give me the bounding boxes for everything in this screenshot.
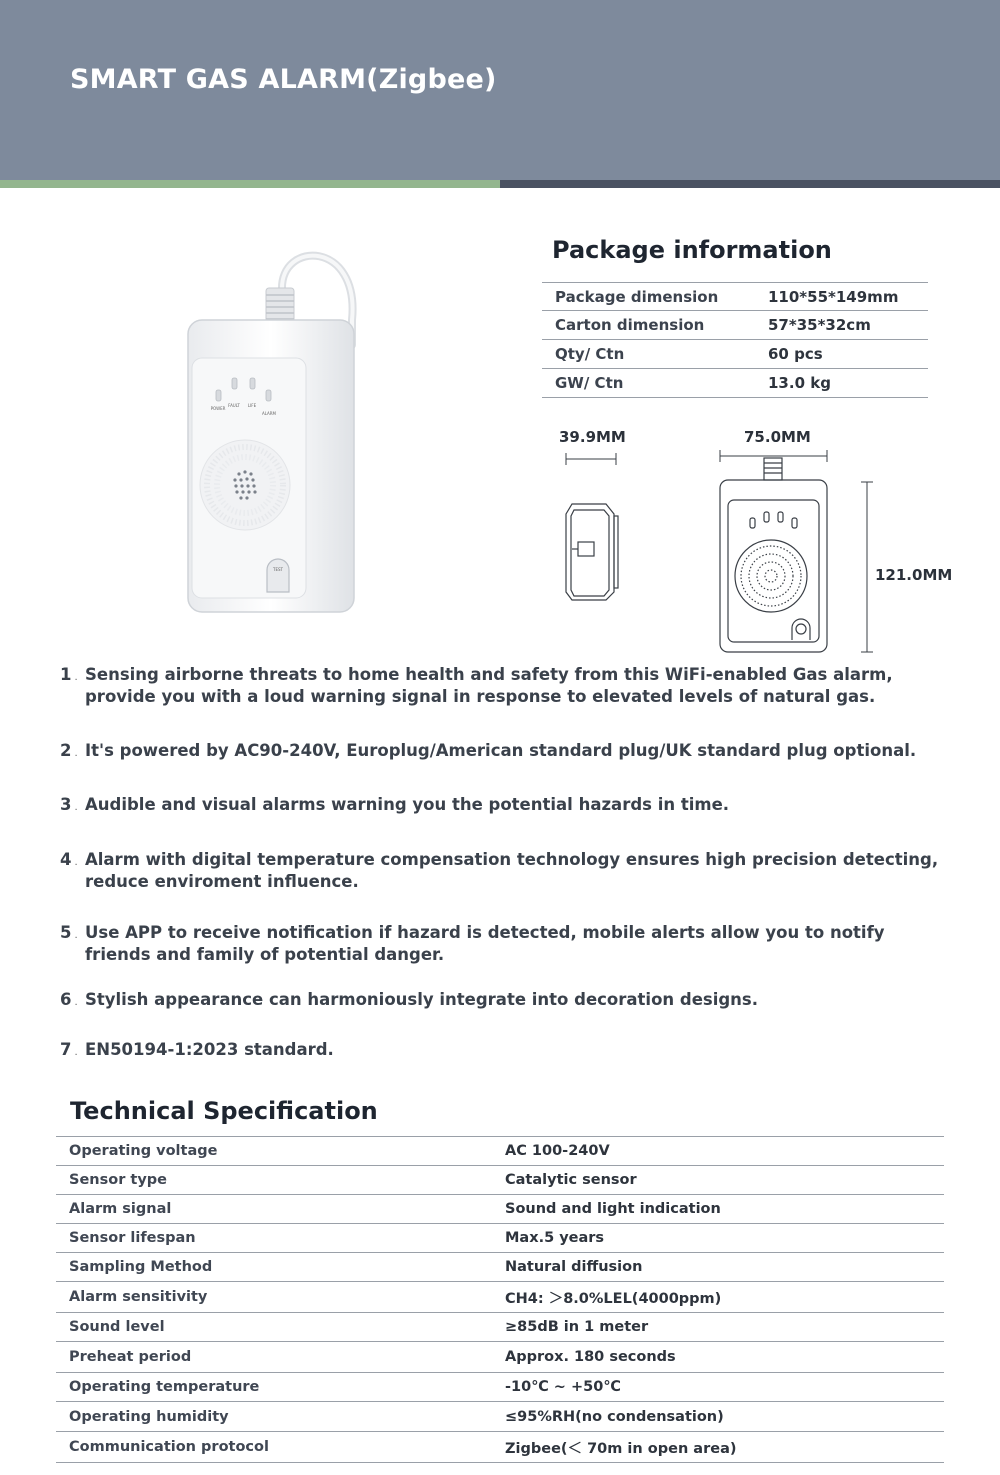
package-value: 60 pcs <box>768 345 823 363</box>
spec-label: Sampling Method <box>69 1259 213 1275</box>
feature-number: 1 . <box>60 665 78 684</box>
feature-number: 2 . <box>60 741 78 760</box>
test-label: TEST <box>273 567 283 572</box>
spec-label: Preheat period <box>69 1349 192 1365</box>
product-image <box>170 240 380 630</box>
spec-value: CH4: ＞8.0%LEL(4000ppm) <box>505 1290 722 1307</box>
spec-value: ≤95%RH(no condensation) <box>505 1408 724 1425</box>
feature-item <box>60 740 945 765</box>
spec-label: Operating humidity <box>69 1408 229 1425</box>
feature-item <box>60 922 945 966</box>
package-table <box>542 282 928 398</box>
spec-row <box>56 1195 944 1224</box>
feature-text: Audible and visual alarms warning you the potential hazards in time. <box>85 795 730 814</box>
led-label-power: POWER <box>210 406 226 411</box>
feature-item <box>60 794 945 819</box>
feature-text: It's powered by AC90-240V, Europlug/American standard plug/UK standard plug optional. <box>85 741 917 760</box>
package-heading: Package information <box>552 236 832 264</box>
feature-item <box>60 989 945 1014</box>
front-view-outline <box>720 458 827 652</box>
test-button <box>267 559 289 592</box>
feature-number: 6 . <box>60 990 78 1009</box>
package-row <box>542 282 928 311</box>
spec-row <box>56 1253 944 1282</box>
feature-number: 7 . <box>60 1040 78 1059</box>
feature-text: Stylish appearance can harmoniously integrate into decoration designs. <box>85 990 759 1009</box>
package-value: 13.0 kg <box>768 374 831 392</box>
page-title: SMART GAS ALARM(Zigbee) <box>70 64 497 95</box>
feature-number: 4 . <box>60 850 78 869</box>
package-label: Carton dimension <box>555 316 705 334</box>
width-dimension-label: 75.0MM <box>744 428 811 446</box>
header-banner <box>0 0 1000 180</box>
spec-label: Sensor lifespan <box>69 1230 196 1246</box>
package-row <box>542 340 928 369</box>
package-label: Qty/ Ctn <box>555 345 625 363</box>
spec-row <box>56 1373 944 1402</box>
spec-value: Approx. 180 seconds <box>505 1349 676 1365</box>
spec-value: Catalytic sensor <box>505 1172 637 1188</box>
package-value: 57*35*32cm <box>768 316 871 334</box>
feature-text: Use APP to receive notification if hazard is detected, mobile alerts allow you to notify friends and family of potential danger. <box>85 923 885 964</box>
spec-label: Alarm sensitivity <box>69 1289 208 1305</box>
led-label-fault: FAULT <box>228 403 240 408</box>
accent-strip-dark <box>500 180 1000 188</box>
spec-table <box>56 1136 944 1463</box>
spec-row <box>56 1224 944 1253</box>
spec-label: Sensor type <box>69 1172 167 1188</box>
height-dimension-label: 121.0MM <box>875 566 953 584</box>
feature-number: 3 . <box>60 795 78 814</box>
spec-value: AC 100-240V <box>505 1143 610 1159</box>
accent-strip-green <box>0 180 500 188</box>
spec-label: Operating voltage <box>69 1143 218 1159</box>
feature-item <box>60 1039 945 1064</box>
led-label-alarm: ALARM <box>261 411 277 416</box>
side-view-outline <box>566 504 618 600</box>
feature-text: Sensing airborne threats to home health and safety from this WiFi-enabled Gas alarm, provide you with a loud warning signal in response to elevated levels of natural gas. <box>85 665 893 706</box>
led-label-life: LIFE <box>247 403 257 408</box>
spec-label: Operating temperature <box>69 1379 260 1395</box>
spec-row <box>56 1432 944 1463</box>
spec-label: Alarm signal <box>69 1201 172 1217</box>
package-row <box>542 311 928 340</box>
package-row <box>542 369 928 398</box>
dimension-drawing <box>540 448 890 658</box>
spec-value: Zigbee(＜ 70m in open area) <box>505 1440 737 1457</box>
feature-number: 5 . <box>60 923 78 942</box>
spec-value: Max.5 years <box>505 1230 605 1246</box>
spec-row <box>56 1342 944 1373</box>
spec-label: Communication protocol <box>69 1439 269 1455</box>
spec-row <box>56 1137 944 1166</box>
spec-heading: Technical Specification <box>70 1097 378 1125</box>
speaker-grille <box>200 440 290 530</box>
feature-text: Alarm with digital temperature compensation technology ensures high precision detecting, reduce enviroment influence. <box>85 850 939 891</box>
feature-item <box>60 849 945 893</box>
package-label: GW/ Ctn <box>555 374 624 392</box>
package-value: 110*55*149mm <box>768 287 899 306</box>
package-label: Package dimension <box>555 287 719 306</box>
depth-dimension-label: 39.9MM <box>559 428 626 446</box>
spec-row <box>56 1282 944 1313</box>
spec-value: -10℃ ~ +50℃ <box>505 1379 621 1395</box>
spec-row <box>56 1402 944 1432</box>
spec-value: Natural diffusion <box>505 1259 643 1275</box>
spec-row <box>56 1313 944 1342</box>
spec-value: ≥85dB in 1 meter <box>505 1319 649 1335</box>
feature-item <box>60 664 945 708</box>
spec-label: Sound level <box>69 1319 165 1335</box>
spec-value: Sound and light indication <box>505 1201 721 1217</box>
spec-row <box>56 1166 944 1195</box>
feature-text: EN50194-1:2023 standard. <box>85 1040 334 1059</box>
